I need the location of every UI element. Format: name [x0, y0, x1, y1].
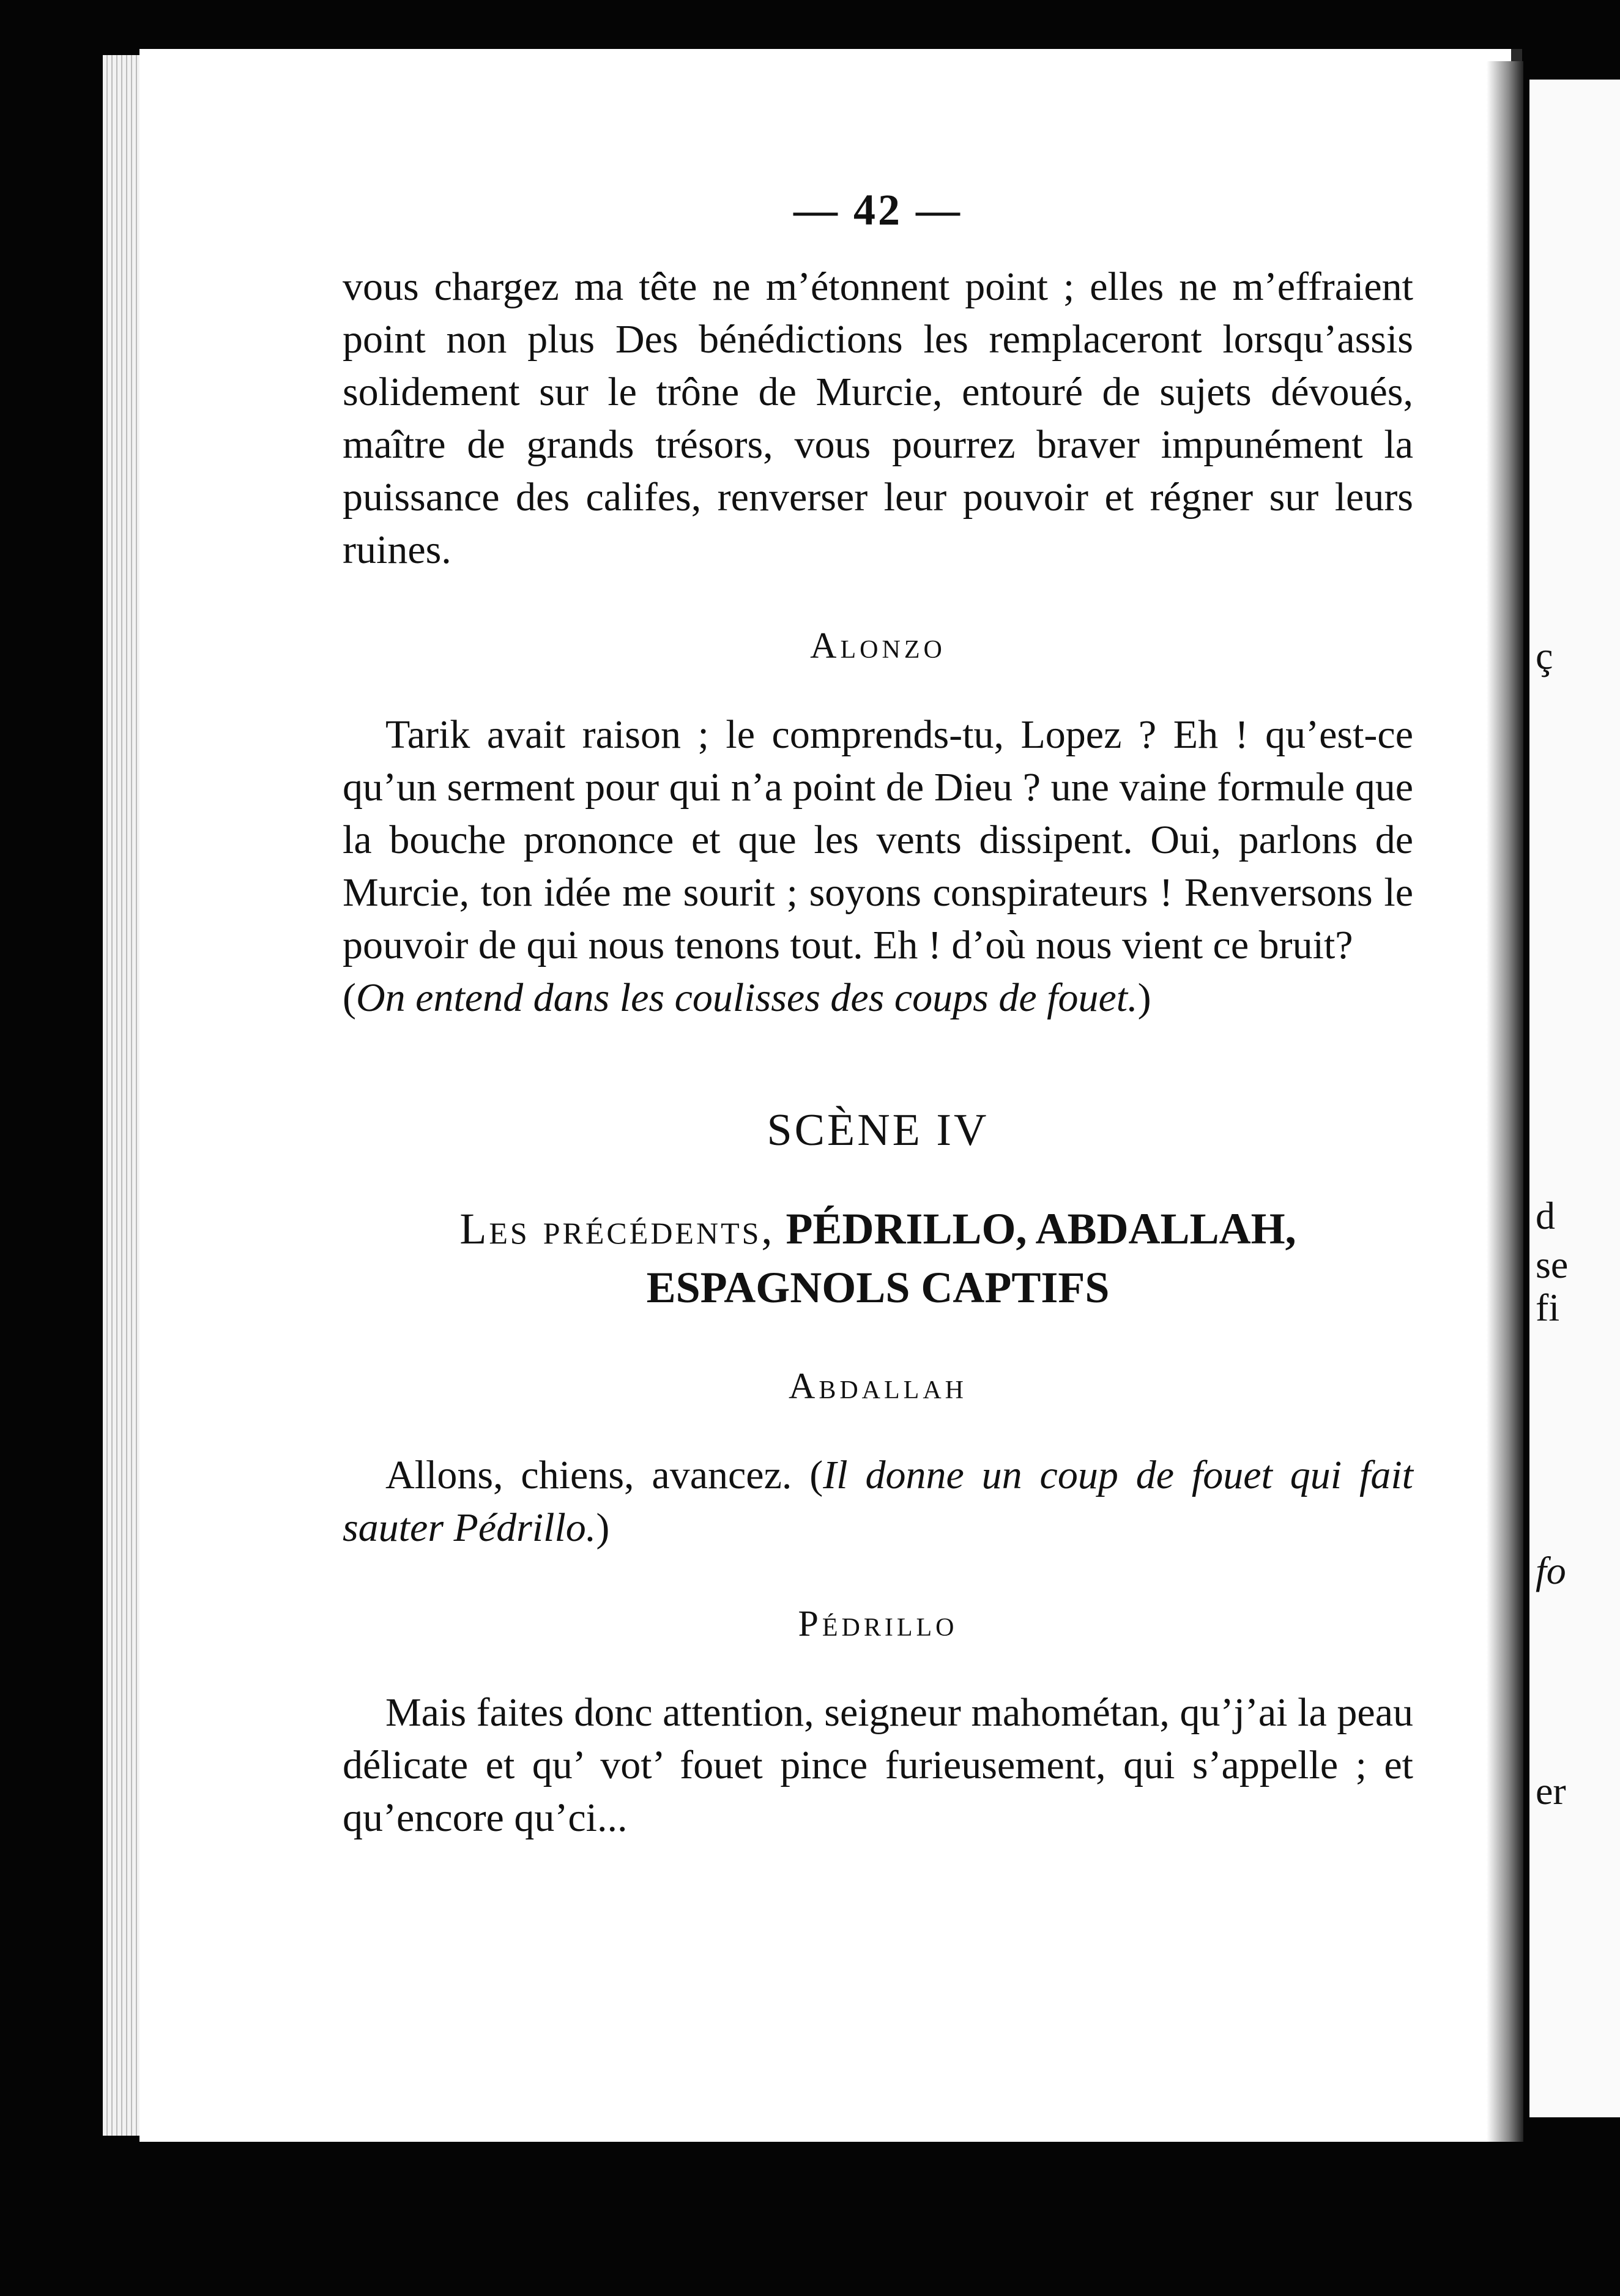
alonzo-speech	[343, 709, 1413, 1024]
adjacent-page-fragment: er	[1536, 1769, 1566, 1813]
page-content	[343, 184, 1413, 1844]
adjacent-page-fragment: fi	[1536, 1286, 1560, 1329]
speaker-pedrillo: Pédrillo	[798, 1603, 958, 1644]
alonzo-speech-text: Tarik avait raison ; le comprends-tu, Lopez ? Eh ! qu’est-ce qu’un serment pour qui n’a point de Dieu ? une vaine formule que la bouche prononce et que les vents dissipent. Oui, parlons de Murcie, ton idée me sourit ; soyons conspirateurs ! Renversons le pouvoir de qui nous tenons tout. Eh ! d’où nous vient ce bruit?	[343, 712, 1413, 967]
characters-line-2: ESPAGNOLS CAPTIFS	[646, 1263, 1110, 1312]
stage-paren-close: )	[1137, 975, 1151, 1020]
stage-direction: On entend dans les coulisses des coups de fouet.	[355, 975, 1138, 1020]
page-edges	[103, 55, 139, 2136]
stage-paren-open: (	[343, 975, 356, 1020]
stage-direction: Il donne un coup de fouet qui fait sauter Pédrillo.	[343, 1453, 1414, 1550]
adjacent-page-fragment: ç	[1536, 634, 1553, 677]
gutter-shadow	[1487, 61, 1523, 2142]
scene-title: SCÈNE IV	[767, 1105, 989, 1155]
stage-paren-close: )	[596, 1505, 610, 1550]
adjacent-page-fragment: fo	[1536, 1549, 1566, 1592]
stage-paren-open: (	[792, 1453, 823, 1497]
scene-characters	[343, 1199, 1413, 1317]
pedrillo-speech: Mais faites donc attention, seigneur mahométan, qu’j’ai la peau délicate et qu’ vot’ fouet pince furieusement, qui s’appelle ; et qu’encore qu’ci...	[343, 1690, 1413, 1840]
opening-paragraph: vous chargez ma tête ne m’étonnent point ; elles ne m’effraient point non plus Des bénédictions les remplaceront lorsqu’assis solidement sur le trône de Murcie, entouré de sujets dévoués, maître de grands trésors, vous pourrez braver impunément la puissance des califes, renverser leur pouvoir et régner sur leurs ruines.	[343, 264, 1413, 572]
abdallah-speech-text: Allons, chiens, avancez.	[385, 1453, 792, 1497]
abdallah-speech	[343, 1449, 1413, 1554]
speaker-alonzo: Alonzo	[810, 625, 946, 666]
scan-bottom-margin	[104, 2142, 1620, 2296]
page-number: — 42 —	[793, 185, 962, 234]
adjacent-page-fragment: d	[1536, 1194, 1555, 1237]
characters-prefix: Les précédents,	[459, 1204, 775, 1253]
adjacent-page	[1529, 80, 1620, 2117]
adjacent-page-fragment: se	[1536, 1243, 1569, 1286]
speaker-abdallah: Abdallah	[789, 1366, 967, 1406]
characters-line-1: PÉDRILLO, ABDALLAH,	[775, 1204, 1296, 1253]
